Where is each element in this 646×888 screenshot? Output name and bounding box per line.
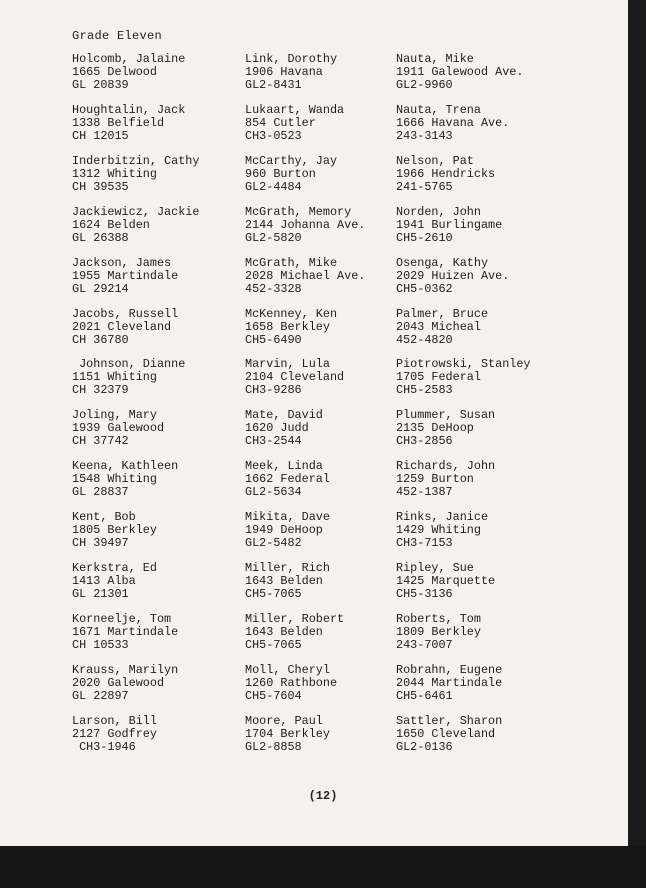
entry-phone: CH 37742 xyxy=(72,434,129,449)
entry-address: 1949 DeHoop xyxy=(245,523,323,538)
entry-address: 1666 Havana Ave. xyxy=(396,115,510,130)
directory-entry xyxy=(245,308,337,347)
directory-entry xyxy=(245,358,344,397)
entry-address: 1151 Whiting xyxy=(72,370,157,385)
entry-phone: CH 10533 xyxy=(72,637,129,652)
entry-name: Robrahn, Eugene xyxy=(396,662,503,677)
entry-phone: GL2-4484 xyxy=(245,179,302,194)
entry-name: Moll, Cheryl xyxy=(245,662,330,677)
entry-name: Keena, Kathleen xyxy=(72,459,179,474)
entry-phone: GL2-0136 xyxy=(396,739,453,754)
entry-phone: CH5-0362 xyxy=(396,281,453,296)
directory-entry xyxy=(245,409,323,448)
directory-entry xyxy=(72,664,178,703)
entry-name: Joling, Mary xyxy=(72,408,157,423)
entry-phone: CH3-2856 xyxy=(396,434,453,449)
entry-address: 2043 Micheal xyxy=(396,319,481,334)
directory-entry xyxy=(72,511,157,550)
entry-name: Lukaart, Wanda xyxy=(245,102,345,117)
entry-phone: CH3-7153 xyxy=(396,536,453,551)
directory-entry xyxy=(396,308,488,347)
page-heading: Grade Eleven xyxy=(72,29,163,43)
directory-entry xyxy=(245,664,337,703)
directory-entry xyxy=(245,206,365,245)
directory-entry xyxy=(396,460,495,499)
entry-address: 1805 Berkley xyxy=(72,523,157,538)
entry-address: 1620 Judd xyxy=(245,421,309,436)
entry-name: Johnson, Dianne xyxy=(72,357,186,372)
entry-name: Richards, John xyxy=(396,459,496,474)
entry-phone: GL2-8858 xyxy=(245,739,302,754)
entry-address: 1643 Belden xyxy=(245,624,323,639)
entry-address: 2104 Cleveland xyxy=(245,370,345,385)
entry-phone: CH3-9286 xyxy=(245,383,302,398)
entry-address: 1429 Whiting xyxy=(396,523,481,538)
entry-address: 2144 Johanna Ave. xyxy=(245,217,366,232)
directory-entry xyxy=(396,358,531,397)
directory-entry xyxy=(245,257,365,296)
entry-address: 1662 Federal xyxy=(245,472,330,487)
directory-entry xyxy=(396,562,495,601)
entry-name: Plummer, Susan xyxy=(396,408,496,423)
entry-address: 1911 Galewood Ave. xyxy=(396,65,524,79)
directory-entry xyxy=(396,155,495,194)
entry-address: 1624 Belden xyxy=(72,217,150,232)
directory-entry xyxy=(72,206,199,245)
entry-phone: CH 32379 xyxy=(72,383,129,398)
entry-address: 1939 Galewood xyxy=(72,421,165,436)
entry-name: Kent, Bob xyxy=(72,510,136,525)
entry-address: 1658 Berkley xyxy=(245,319,330,334)
entry-address: 1941 Burlingame xyxy=(396,217,503,232)
directory-entry xyxy=(396,206,502,245)
directory-entry xyxy=(245,155,337,194)
entry-phone: CH3-0523 xyxy=(245,128,302,143)
entry-phone: GL 22897 xyxy=(72,688,129,703)
entry-name: Ripley, Sue xyxy=(396,561,474,575)
entry-name: Holcomb, Jalaine xyxy=(72,52,186,66)
entry-name: Inderbitzin, Cathy xyxy=(72,153,200,168)
entry-phone: CH5-6461 xyxy=(396,688,453,703)
entry-phone: CH 39535 xyxy=(72,179,129,194)
entry-address: 1650 Cleveland xyxy=(396,726,496,741)
directory-entry xyxy=(72,104,185,143)
entry-name: Moore, Paul xyxy=(245,713,323,728)
directory-entry xyxy=(396,613,481,652)
entry-address: 1704 Berkley xyxy=(245,726,330,741)
entry-phone: GL 29214 xyxy=(72,281,129,296)
entry-phone: CH5-6490 xyxy=(245,332,302,347)
entry-phone: 243-7007 xyxy=(396,637,453,652)
entry-phone: CH5-7604 xyxy=(245,688,302,703)
entry-address: 1425 Marquette xyxy=(396,574,496,588)
entry-phone: GL2-8431 xyxy=(245,78,302,92)
entry-address: 2127 Godfrey xyxy=(72,726,157,741)
entry-name: Piotrowski, Stanley xyxy=(396,357,531,372)
entry-phone: GL2-5634 xyxy=(245,485,302,500)
entry-name: McKenney, Ken xyxy=(245,306,338,321)
directory-entry xyxy=(396,53,523,92)
entry-address: 1643 Belden xyxy=(245,574,323,588)
entry-name: Nauta, Trena xyxy=(396,102,481,117)
entry-name: Nauta, Mike xyxy=(396,52,474,66)
entry-name: Mate, David xyxy=(245,408,323,423)
directory-entry xyxy=(72,308,178,347)
directory-entry xyxy=(396,664,502,703)
directory-entry xyxy=(245,562,330,601)
directory-entry xyxy=(72,715,157,754)
entry-phone: GL 26388 xyxy=(72,230,129,245)
entry-address: 1705 Federal xyxy=(396,370,481,385)
entry-address: 1312 Whiting xyxy=(72,166,157,181)
entry-phone: GL 28837 xyxy=(72,485,129,500)
entry-name: McCarthy, Jay xyxy=(245,153,338,168)
entry-address: 1260 Rathbone xyxy=(245,675,338,690)
entry-address: 1548 Whiting xyxy=(72,472,157,487)
entry-address: 2020 Galewood xyxy=(72,675,165,690)
directory-entry xyxy=(72,409,164,448)
entry-name: Krauss, Marilyn xyxy=(72,662,179,677)
entry-phone: GL 21301 xyxy=(72,587,129,601)
entry-phone: 452-1387 xyxy=(396,485,453,500)
entry-name: McGrath, Mike xyxy=(245,255,338,270)
directory-entry xyxy=(72,358,185,397)
entry-phone: GL2-5482 xyxy=(245,536,302,551)
entry-name: Korneelje, Tom xyxy=(72,611,172,626)
entry-phone: GL2-5820 xyxy=(245,230,302,245)
entry-name: Marvin, Lula xyxy=(245,357,330,372)
entry-name: Osenga, Kathy xyxy=(396,255,489,270)
entry-name: Kerkstra, Ed xyxy=(72,561,157,575)
entry-phone: 243-3143 xyxy=(396,128,453,143)
entry-name: Jackiewicz, Jackie xyxy=(72,204,200,219)
entry-address: 1966 Hendricks xyxy=(396,166,496,181)
page-number: (12) xyxy=(308,789,338,803)
entry-phone: CH 12015 xyxy=(72,128,129,143)
entry-address: 1338 Belfield xyxy=(72,115,165,130)
entry-phone: CH5-3136 xyxy=(396,587,453,601)
directory-entry xyxy=(245,613,344,652)
entry-phone: CH5-7065 xyxy=(245,587,302,601)
entry-name: Nelson, Pat xyxy=(396,153,474,168)
entry-name: Palmer, Bruce xyxy=(396,306,489,321)
directory-entry xyxy=(245,104,344,143)
entry-name: Houghtalin, Jack xyxy=(72,102,186,117)
entry-phone: 452-4820 xyxy=(396,332,453,347)
entry-name: Miller, Rich xyxy=(245,561,330,575)
directory-entry xyxy=(245,460,330,499)
entry-phone: GL 20839 xyxy=(72,78,129,92)
entry-name: Rinks, Janice xyxy=(396,510,489,525)
entry-phone: GL2-9960 xyxy=(396,78,453,92)
entry-phone: CH5-2610 xyxy=(396,230,453,245)
entry-address: 2029 Huizen Ave. xyxy=(396,268,510,283)
entry-name: McGrath, Memory xyxy=(245,204,352,219)
directory-entry xyxy=(72,613,178,652)
entry-name: Meek, Linda xyxy=(245,459,323,474)
entry-address: 2028 Michael Ave. xyxy=(245,268,366,283)
directory-entry xyxy=(396,715,502,754)
entry-phone: CH5-2583 xyxy=(396,383,453,398)
directory-entry xyxy=(396,257,509,296)
entry-phone: 241-5765 xyxy=(396,179,453,194)
directory-entry xyxy=(72,562,157,601)
directory-entry xyxy=(245,511,330,550)
directory-entry xyxy=(72,155,199,194)
entry-name: Mikita, Dave xyxy=(245,510,330,525)
entry-name: Link, Dorothy xyxy=(245,52,338,66)
entry-name: Sattler, Sharon xyxy=(396,713,503,728)
entry-phone: 452-3328 xyxy=(245,281,302,296)
directory-entry xyxy=(396,511,488,550)
entry-address: 1955 Martindale xyxy=(72,268,179,283)
entry-address: 1906 Havana xyxy=(245,65,323,79)
entry-phone: CH 39497 xyxy=(72,536,129,551)
entry-address: 2021 Cleveland xyxy=(72,319,172,334)
scan-background xyxy=(0,846,646,888)
entry-address: 1413 Alba xyxy=(72,574,136,588)
entry-phone: CH5-7065 xyxy=(245,637,302,652)
directory-entry xyxy=(245,715,330,754)
directory-entry xyxy=(72,53,185,92)
entry-address: 960 Burton xyxy=(245,166,316,181)
directory-entry xyxy=(72,257,178,296)
entry-name: Larson, Bill xyxy=(72,713,157,728)
entry-phone: CH 36780 xyxy=(72,332,129,347)
entry-address: 1259 Burton xyxy=(396,472,474,487)
entry-phone: CH3-2544 xyxy=(245,434,302,449)
entry-name: Norden, John xyxy=(396,204,481,219)
entry-phone: CH3-1946 xyxy=(72,739,136,754)
entry-name: Miller, Robert xyxy=(245,611,345,626)
entry-address: 1671 Martindale xyxy=(72,624,179,639)
entry-address: 2044 Martindale xyxy=(396,675,503,690)
entry-address: 1665 Delwood xyxy=(72,65,157,79)
entry-address: 2135 DeHoop xyxy=(396,421,474,436)
entry-name: Roberts, Tom xyxy=(396,611,481,626)
directory-entry xyxy=(396,409,495,448)
entry-name: Jackson, James xyxy=(72,255,172,270)
entry-address: 854 Cutler xyxy=(245,115,316,130)
entry-address: 1809 Berkley xyxy=(396,624,481,639)
entry-name: Jacobs, Russell xyxy=(72,306,179,321)
directory-entry xyxy=(396,104,509,143)
directory-entry xyxy=(245,53,337,92)
directory-entry xyxy=(72,460,178,499)
